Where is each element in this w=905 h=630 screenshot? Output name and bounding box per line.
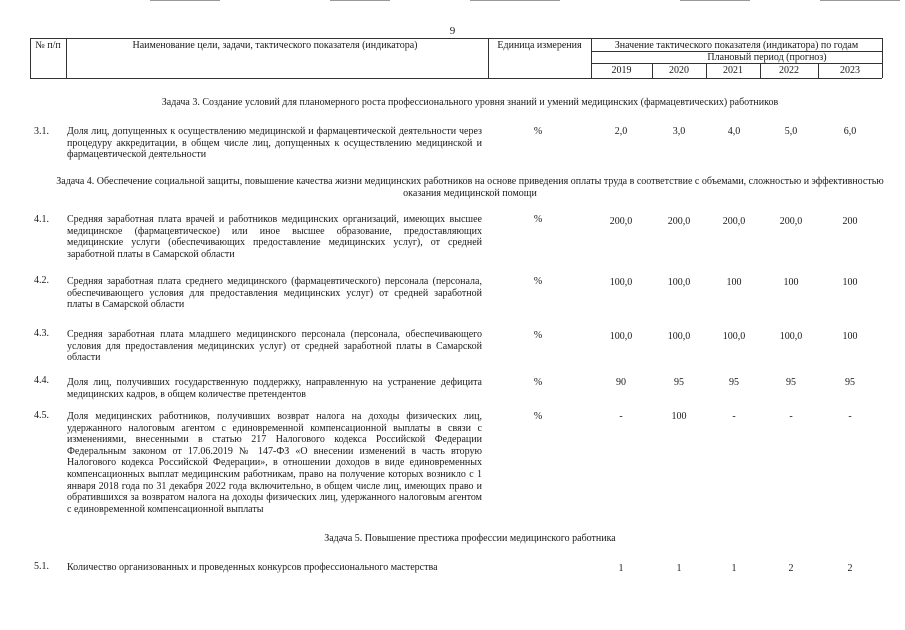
row-number: 4.5. [34,410,49,421]
header-unit: Единица измерения [497,40,582,51]
row-value: 100 [671,411,687,422]
row-value: 1 [618,563,624,574]
row-value: 4,0 [727,126,741,137]
row-number: 5.1. [34,561,49,572]
row-value: 95 [729,377,739,388]
top-decoration [820,0,900,1]
top-decoration [680,0,750,1]
row-value: 5,0 [784,126,798,137]
row-name: Средняя заработная плата младшего медицинского персонала (персонала, обеспечивающего условия для предоставления медицинских услуг) от средней заработной платы в Самарской области [67,329,482,364]
row-name: Доля лиц, допущенных к осуществлению медицинской и фармацевтической деятельности через процедуру аккредитации, в общем числе лиц, допущенных к осуществлению медицинской и фармацевтической деятельности [67,126,482,161]
row-unit: % [533,126,543,137]
row-value: 100 [783,277,799,288]
row-value: 3,0 [672,126,686,137]
task-title: Задача 4. Обеспечение социальной защиты, повышение качества жизни медицинских работников на основе приведения оплаты труда в соответствие с объемами, сложностью и эффективностью оказания медицинской помощи [56,176,884,199]
row-value: 90 [616,377,626,388]
row-value: 200,0 [722,216,746,227]
row-value: 200,0 [779,216,803,227]
row-unit: % [533,411,543,422]
header-plan: Плановый период (прогноз) [707,52,827,63]
row-value: 1 [731,563,737,574]
row-value: 95 [786,377,796,388]
row-value: 2 [847,563,853,574]
row-value: 6,0 [843,126,857,137]
row-name: Доля лиц, получивших государственную поддержку, направленную на устранение дефицита медицинских кадров, в общем количестве претендентов [67,377,482,400]
row-value: 100,0 [667,277,691,288]
header-year: 2023 [840,65,860,76]
top-decoration [330,0,390,1]
row-value: 200 [842,216,858,227]
row-value: 200,0 [609,216,633,227]
task-title: Задача 5. Повышение престижа профессии медицинского работника [324,533,616,544]
row-name: Средняя заработная плата врачей и работников медицинских организаций, имеющих высшее медицинское (фармацевтическое) или иное высшее образование, предоставляющих медицинские услуги (обеспечивающих предоставление медицинских услуг), от средней заработной платы в Самарской области [67,214,482,260]
row-name: Количество организованных и проведенных конкурсов профессионального мастерства [67,562,438,573]
row-unit: % [533,214,543,225]
page-number: 9 [449,25,456,37]
header-year: 2021 [723,65,743,76]
top-decoration [470,0,560,1]
row-value: 100,0 [722,331,746,342]
row-value: 100 [842,277,858,288]
task-title: Задача 3. Создание условий для планомерного роста профессионального уровня знаний и умений медицинских (фармацевтических) работников [161,97,779,108]
row-number: 4.3. [34,328,49,339]
top-decoration [150,0,220,1]
row-value: - [848,411,852,422]
header-year: 2022 [779,65,799,76]
row-value: 100 [726,277,742,288]
header-year: 2019 [611,65,632,76]
header-year: 2020 [669,65,689,76]
header-name: Наименование цели, задачи, тактического показателя (индикатора) [132,40,418,51]
row-value: - [789,411,793,422]
row-value: 100,0 [667,331,691,342]
row-value: 2,0 [614,126,628,137]
row-number: 4.1. [34,214,49,225]
header-values: Значение тактического показателя (индикатора) по годам [614,40,859,51]
row-value: 100,0 [779,331,803,342]
header-num: № п/п [35,40,61,51]
row-value: 95 [674,377,684,388]
row-number: 3.1. [34,126,49,137]
row-value: 100,0 [609,331,633,342]
row-value: 95 [845,377,855,388]
row-value: 100 [842,331,858,342]
row-number: 4.4. [34,375,49,386]
row-value: - [732,411,736,422]
row-number: 4.2. [34,275,49,286]
row-value: 100,0 [609,277,633,288]
row-value: 1 [676,563,682,574]
row-unit: % [533,330,543,341]
row-unit: % [533,377,543,388]
row-value: 2 [788,563,794,574]
row-name: Средняя заработная плата среднего медицинского (фармацевтического) персонала (персонала, обеспечивающего условия для предоставления медицинских услуг) от средней заработной платы в Самарской области [67,276,482,311]
row-value: - [619,411,623,422]
row-name: Доля медицинских работников, получивших возврат налога на доходы физических лиц, удержанного налоговым агентом с единовременной компенсационной выплаты в связи с изменениями, внесенными в статью 217 Налогового кодекса Российской Федерации Федеральным законом от 17.06.2019 № 147-ФЗ «О внесении изменений в часть вторую Налогового кодекса Российской Федерации», в отношении доходов в виде единовременных компенсационных выплат медицинским работникам, право на получение которых возникло с 1 января 2018 года по 31 декабря 2022 года включительно, в общем числе лиц, имеющих право и обратившихся за возвратом налога на доходы физических лиц, удержанного налоговым агентом с единовременной компенсационной выплаты [67,411,482,515]
row-value: 200,0 [667,216,691,227]
row-unit: % [533,276,543,287]
